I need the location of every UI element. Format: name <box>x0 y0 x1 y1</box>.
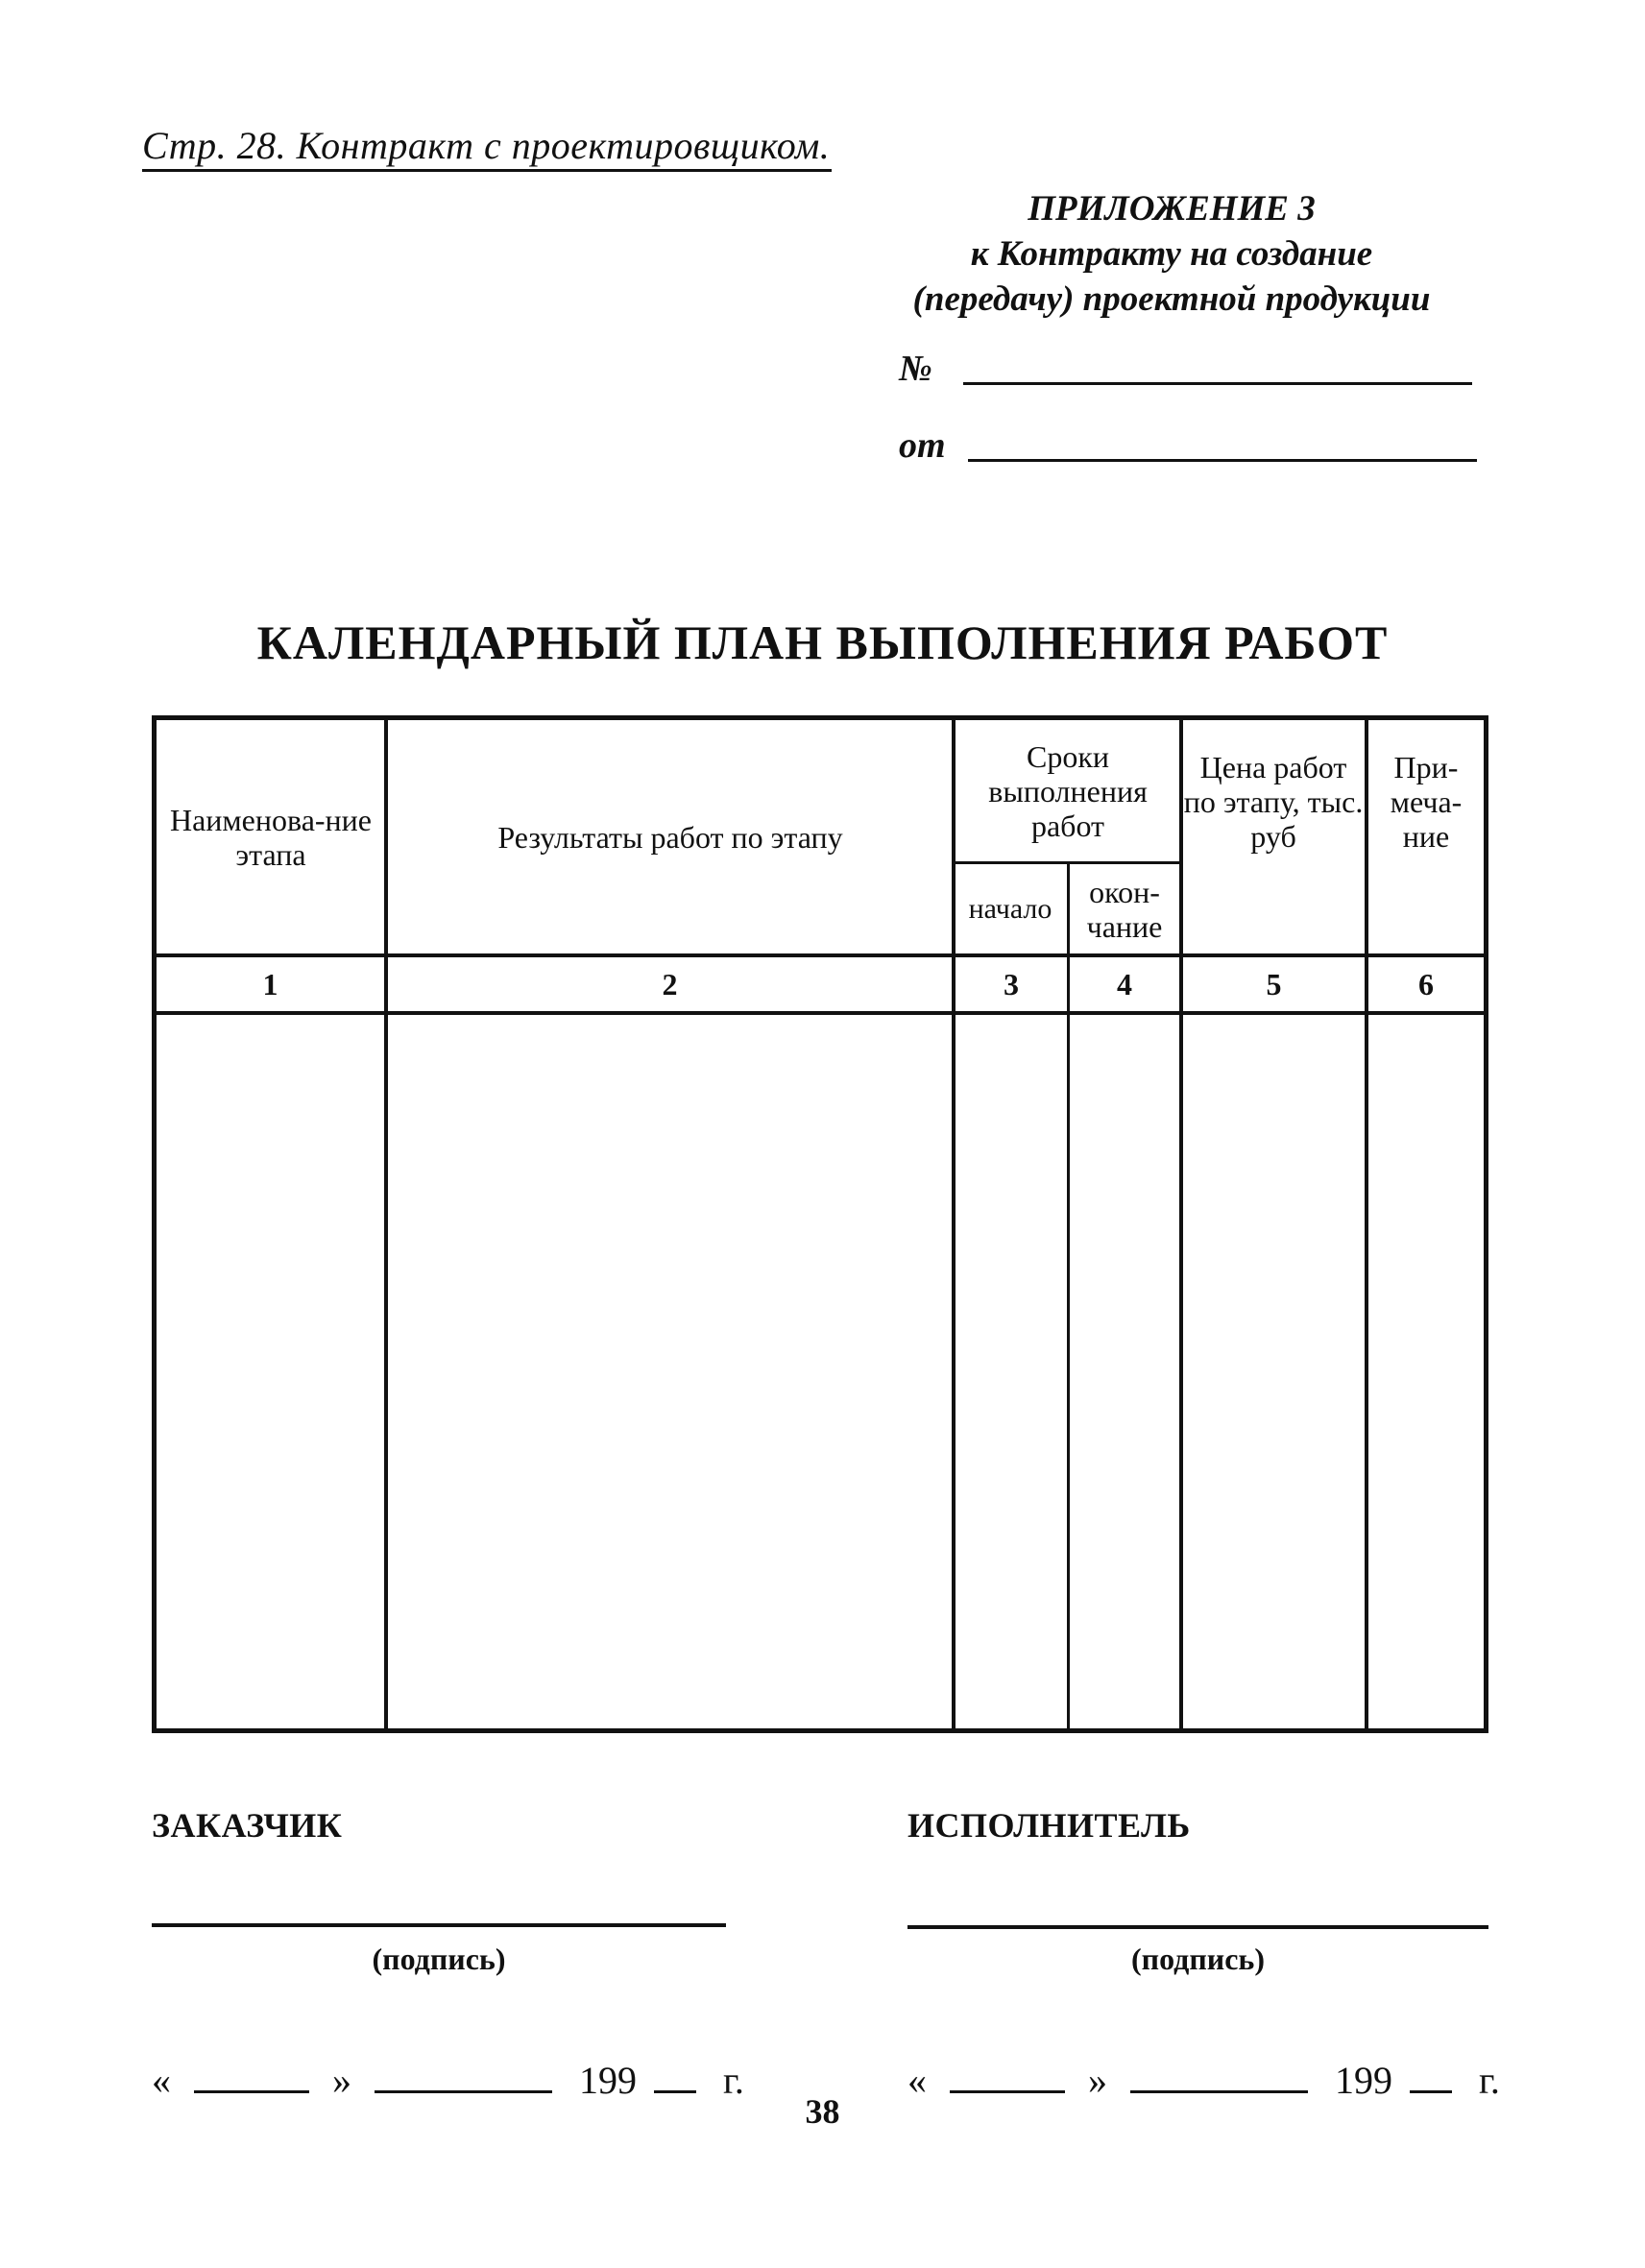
contractor-label: ИСПОЛНИТЕЛЬ <box>907 1806 1191 1845</box>
customer-year-suffix: г. <box>723 2059 744 2102</box>
appendix-line-1: ПРИЛОЖЕНИЕ 3 <box>1028 189 1316 229</box>
page-reference: Стр. 28. Контракт с проектировщиком. <box>142 124 831 167</box>
table-cell-results[interactable] <box>388 1015 952 1728</box>
column-number: 1 <box>262 966 278 1001</box>
header-price: Цена работ по этапу, тыс. руб <box>1183 750 1364 854</box>
column-number: 2 <box>662 966 678 1001</box>
close-quote: » <box>332 2059 351 2102</box>
contractor-signature-field[interactable] <box>907 1925 1488 1929</box>
customer-signature-caption: (подпись) <box>372 1942 506 1976</box>
contractor-year-prefix: 199 <box>1335 2059 1392 2102</box>
column-number: 6 <box>1418 966 1434 1001</box>
document-title: КАЛЕНДАРНЫЙ ПЛАН ВЫПОЛНЕНИЯ РАБОТ <box>256 615 1389 669</box>
column-number: 3 <box>1004 966 1019 1001</box>
column-number: 5 <box>1266 966 1282 1001</box>
customer-signature-field[interactable] <box>152 1923 726 1927</box>
appendix-line-2: к Контракту на создание <box>970 234 1373 274</box>
appendix-heading <box>864 186 1479 322</box>
date-label: от <box>899 425 946 466</box>
header-notes: При-меча-ние <box>1390 750 1463 854</box>
contractor-year-suffix: г. <box>1479 2059 1500 2102</box>
open-quote: « <box>152 2059 171 2102</box>
table-right-border <box>1484 715 1488 1733</box>
table-cell-price[interactable] <box>1183 1015 1365 1728</box>
header-end: окон-чание <box>1086 874 1163 944</box>
table-bottom-border <box>152 1728 1488 1733</box>
customer-year-prefix: 199 <box>579 2059 637 2102</box>
page-number: 38 <box>805 2092 840 2131</box>
close-quote: » <box>1088 2059 1107 2102</box>
column-number: 4 <box>1117 966 1132 1001</box>
page-reference-underline <box>142 169 832 172</box>
table-cell-stage-name[interactable] <box>157 1015 384 1728</box>
header-terms: Сроки выполнения работ <box>988 738 1148 843</box>
table-cell-start[interactable] <box>956 1015 1067 1728</box>
number-field[interactable] <box>963 382 1472 385</box>
appendix-line-3: (передачу) проектной продукции <box>912 279 1431 319</box>
open-quote: « <box>907 2059 927 2102</box>
header-stage-name: Наименова-ние этапа <box>169 802 372 872</box>
customer-label: ЗАКАЗЧИК <box>152 1806 343 1845</box>
header-results: Результаты работ по этапу <box>497 819 843 855</box>
table-cell-end[interactable] <box>1070 1015 1179 1728</box>
contractor-signature-caption: (подпись) <box>1130 1942 1265 1976</box>
date-field[interactable] <box>968 459 1477 462</box>
table-cell-notes[interactable] <box>1368 1015 1484 1728</box>
number-label: № <box>899 349 932 389</box>
header-start: начало <box>968 892 1052 925</box>
